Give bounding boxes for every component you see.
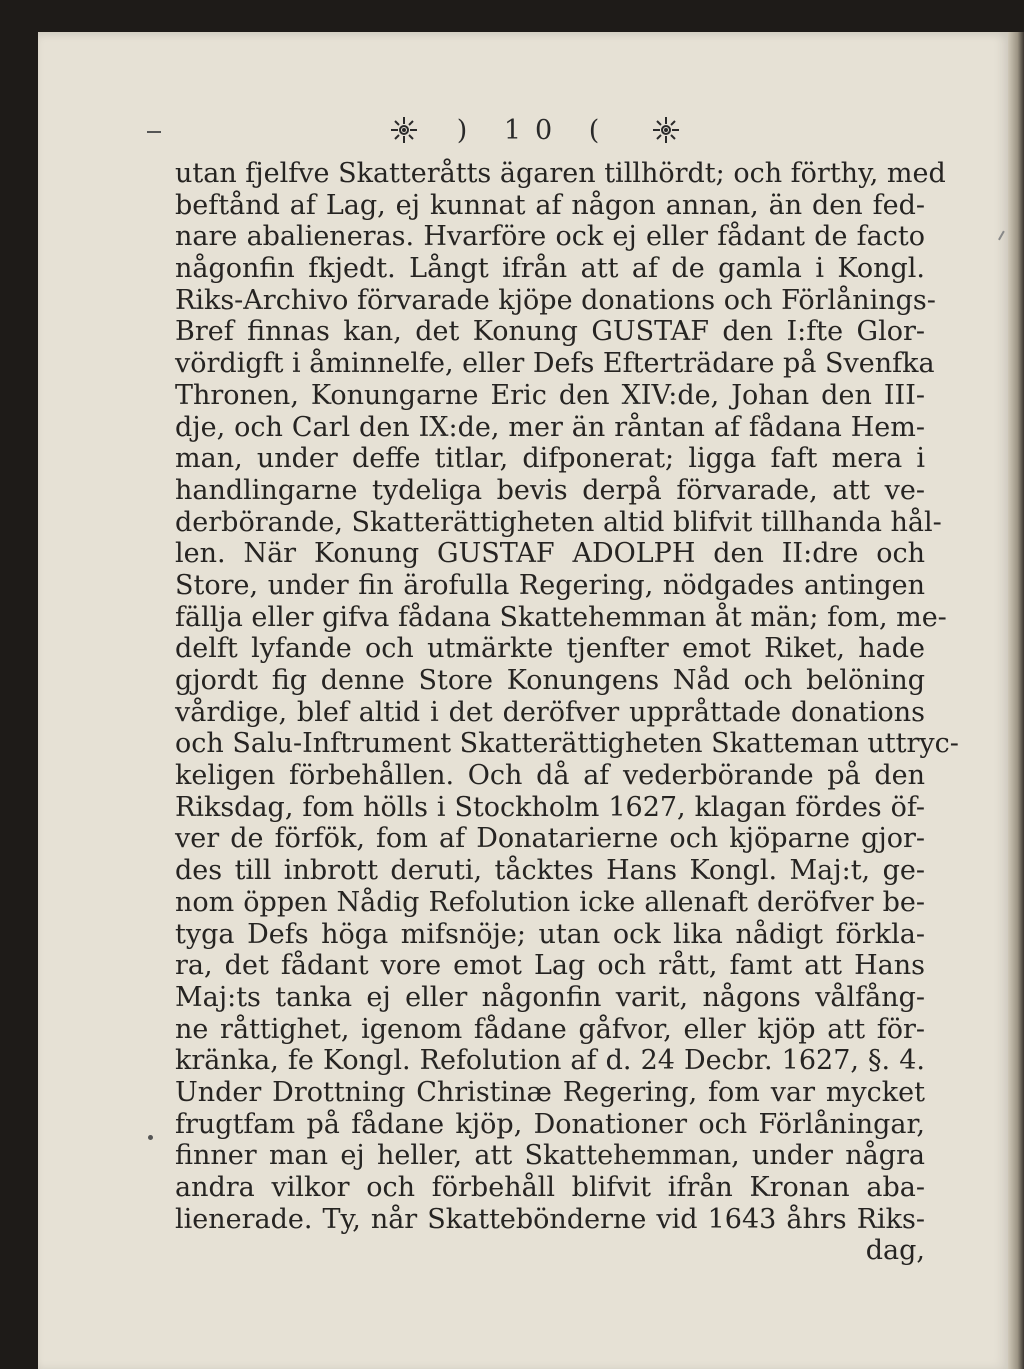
text-line: derbörande, Skatterättigheten altid blifvit tillhanda hål-	[175, 506, 942, 538]
text-line: Riksdag, fom hölls i Stockholm 1627, klagan fördes öf-	[175, 791, 925, 823]
text-line: ver de förfök, fom af Donatarierne och kjöparne gjor-	[175, 823, 925, 855]
text-line: fällja eller gifva fådana Skattehemman åt män; fom, me-	[175, 601, 947, 633]
text-line: des till inbrott deruti, tåcktes Hans Kongl. Maj:t, ge-	[175, 855, 925, 887]
text-line: handlingarne tydeliga bevis derpå förvarade, att ve-	[175, 474, 925, 506]
text-line: vördigft i åminnelfe, eller Defs Efterträdare på Svenfka	[175, 348, 935, 380]
body-text	[175, 158, 959, 1267]
text-line: nom öppen Nådig Refolution icke allenaft deröfver be-	[175, 886, 925, 918]
text-line: delft lyfande och utmärkte tjenfter emot Riket, hade	[175, 633, 925, 665]
text-line: dje, och Carl den IX:de, mer än råntan af fådana Hem-	[175, 411, 925, 443]
text-line: tyga Defs höga mifsnöje; utan ock lika nådigt förkla-	[175, 918, 925, 950]
page-edge-shadow	[1008, 32, 1024, 1369]
text-line: lienerade. Ty, når Skattebönderne vid 1643 åhrs Riks-	[175, 1203, 925, 1235]
text-line: Bref finnas kan, det Konung GUSTAF den I:fte Glor-	[175, 316, 925, 348]
text-line: utan fjelfve Skatteråtts ägaren tillhördt; och förthy, med	[175, 158, 946, 189]
text-line: ne råttighet, igenom fådane gåfvor, eller kjöp att för-	[175, 1013, 925, 1045]
text-line: någonfin fkjedt. Långt ifrån att af de gamla i Kongl.	[175, 253, 925, 285]
page-header	[355, 108, 715, 152]
text-line: Thronen, Konungarne Eric den XIV:de, Johan den III-	[175, 379, 925, 411]
text-line: frugtfam på fådane kjöp, Donationer och Förlåningar,	[175, 1108, 925, 1140]
catchword: dag,	[865, 1235, 925, 1267]
margin-dash	[147, 131, 161, 133]
text-line: Under Drottning Christinæ Regering, fom var mycket	[175, 1076, 925, 1108]
ornament-flower-icon	[651, 115, 681, 145]
text-line: Maj:ts tanka ej eller någonfin varit, någons vålfång-	[175, 981, 925, 1013]
text-line: och Salu-Inftrument Skatterättigheten Skatteman uttryc-	[175, 728, 959, 760]
text-line: finner man ej heller, att Skattehemman, under några	[175, 1140, 925, 1172]
margin-bullet	[148, 1135, 153, 1140]
text-line: keligen förbehållen. Och då af vederbörande på den	[175, 760, 925, 792]
text-line: ra, det fådant vore emot Lag och rått, famt att Hans	[175, 950, 925, 982]
text-line: vårdige, blef altid i det deröfver uppråttade donations	[175, 696, 925, 728]
text-line: nare abalieneras. Hvarföre ock ej eller fådant de facto	[175, 221, 925, 253]
ornament-flower-icon	[389, 115, 419, 145]
text-line: Riks-Archivo förvarade kjöpe donations och Förlånings-	[175, 284, 936, 316]
text-line: kränka, fe Kongl. Refolution af d. 24 Decbr. 1627, §. 4.	[175, 1045, 925, 1077]
text-line: andra vilkor och förbehåll blifvit ifrån Kronan aba-	[175, 1172, 925, 1203]
page-number: ) 10 (	[456, 114, 614, 146]
text-line: len. När Konung GUSTAF ADOLPH den II:dre och	[175, 538, 925, 570]
text-line: gjordt fig denne Store Konungens Nåd och belöning	[175, 665, 925, 696]
text-line: beftånd af Lag, ej kunnat af någon annan, än den fed-	[175, 189, 925, 221]
text-line: man, under deffe titlar, difponerat; ligga faft mera i	[175, 443, 925, 475]
text-line: Store, under fin ärofulla Regering, nödgades antingen	[175, 569, 925, 601]
